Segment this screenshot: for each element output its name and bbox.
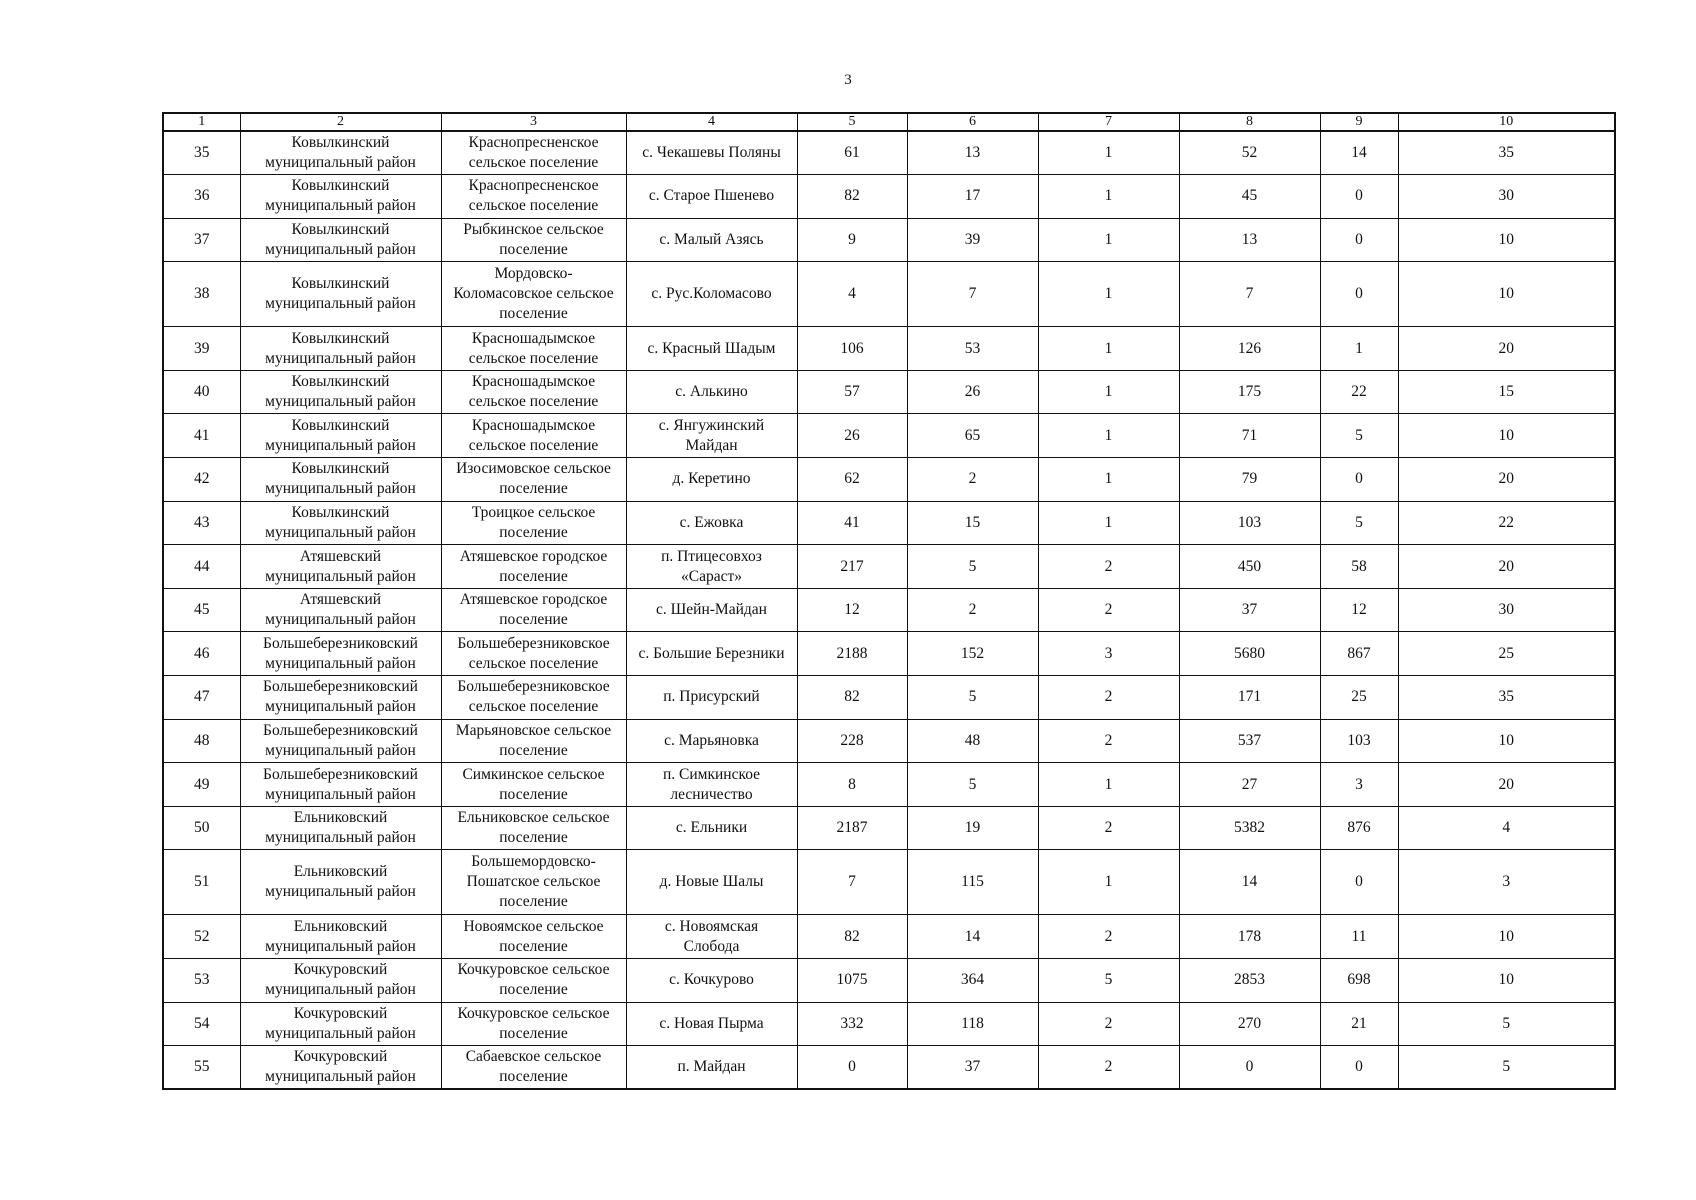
table-row — [163, 588, 1615, 632]
value-cell-col7: 2 — [1038, 915, 1179, 959]
value-cell-col8: 14 — [1179, 850, 1320, 915]
value-cell-col7: 1 — [1038, 763, 1179, 807]
value-cell-col5: 106 — [797, 327, 907, 371]
settlement-cell: Красношадымское сельское поселение — [441, 327, 626, 371]
value-cell-col5: 82 — [797, 175, 907, 219]
district-cell: Ковылкинский муниципальный район — [240, 131, 441, 175]
value-cell-col10: 25 — [1398, 632, 1615, 676]
value-cell-col10: 5 — [1398, 1002, 1615, 1046]
value-cell-col9: 3 — [1320, 763, 1398, 807]
district-cell: Большеберезниковский муниципальный район — [240, 632, 441, 676]
district-cell: Ковылкинский муниципальный район — [240, 218, 441, 262]
value-cell-col8: 103 — [1179, 501, 1320, 545]
table-row — [163, 1002, 1615, 1046]
locality-cell: с. Старое Пшенево — [626, 175, 797, 219]
locality-cell: с. Шейн-Майдан — [626, 588, 797, 632]
district-cell: Ковылкинский муниципальный район — [240, 370, 441, 414]
value-cell-col10: 35 — [1398, 131, 1615, 175]
value-cell-col5: 62 — [797, 458, 907, 502]
table-row — [163, 458, 1615, 502]
value-cell-col5: 61 — [797, 131, 907, 175]
value-cell-col7: 1 — [1038, 458, 1179, 502]
value-cell-col7: 1 — [1038, 370, 1179, 414]
value-cell-col6: 19 — [907, 806, 1038, 850]
value-cell-col5: 26 — [797, 414, 907, 458]
settlement-cell: Новоямское сельское поселение — [441, 915, 626, 959]
value-cell-col8: 2853 — [1179, 959, 1320, 1003]
value-cell-col10: 15 — [1398, 370, 1615, 414]
locality-cell: д. Новые Шалы — [626, 850, 797, 915]
row-number-cell: 51 — [163, 850, 240, 915]
column-header: 3 — [441, 113, 626, 131]
row-number-cell: 46 — [163, 632, 240, 676]
settlement-cell: Красношадымское сельское поселение — [441, 414, 626, 458]
row-number-cell: 54 — [163, 1002, 240, 1046]
district-cell: Ковылкинский муниципальный район — [240, 501, 441, 545]
table-row — [163, 175, 1615, 219]
value-cell-col6: 26 — [907, 370, 1038, 414]
value-cell-col8: 175 — [1179, 370, 1320, 414]
row-number-cell: 40 — [163, 370, 240, 414]
value-cell-col9: 11 — [1320, 915, 1398, 959]
settlement-cell: Мордовско- Коломасовское сельское поселение — [441, 262, 626, 327]
locality-cell: п. Присурский — [626, 676, 797, 720]
district-cell: Ковылкинский муниципальный район — [240, 414, 441, 458]
column-header: 4 — [626, 113, 797, 131]
settlement-cell: Симкинское сельское поселение — [441, 763, 626, 807]
settlement-cell: Марьяновское сельское поселение — [441, 719, 626, 763]
value-cell-col6: 152 — [907, 632, 1038, 676]
value-cell-col9: 0 — [1320, 458, 1398, 502]
value-cell-col5: 9 — [797, 218, 907, 262]
value-cell-col5: 4 — [797, 262, 907, 327]
table-row — [163, 414, 1615, 458]
row-number-cell: 48 — [163, 719, 240, 763]
row-number-cell: 55 — [163, 1046, 240, 1090]
value-cell-col8: 5680 — [1179, 632, 1320, 676]
value-cell-col10: 20 — [1398, 545, 1615, 589]
value-cell-col6: 65 — [907, 414, 1038, 458]
value-cell-col10: 35 — [1398, 676, 1615, 720]
value-cell-col9: 103 — [1320, 719, 1398, 763]
value-cell-col5: 82 — [797, 676, 907, 720]
value-cell-col9: 698 — [1320, 959, 1398, 1003]
value-cell-col6: 7 — [907, 262, 1038, 327]
value-cell-col7: 1 — [1038, 175, 1179, 219]
row-number-cell: 53 — [163, 959, 240, 1003]
locality-cell: с. Ельники — [626, 806, 797, 850]
column-header: 10 — [1398, 113, 1615, 131]
value-cell-col6: 2 — [907, 588, 1038, 632]
value-cell-col6: 5 — [907, 545, 1038, 589]
value-cell-col10: 10 — [1398, 719, 1615, 763]
locality-cell: с. Рус.Коломасово — [626, 262, 797, 327]
district-cell: Ельниковский муниципальный район — [240, 915, 441, 959]
value-cell-col10: 20 — [1398, 327, 1615, 371]
value-cell-col9: 0 — [1320, 262, 1398, 327]
table-row — [163, 501, 1615, 545]
table-row — [163, 262, 1615, 327]
row-number-cell: 35 — [163, 131, 240, 175]
value-cell-col8: 52 — [1179, 131, 1320, 175]
locality-cell: с. Новоямская Слобода — [626, 915, 797, 959]
value-cell-col5: 8 — [797, 763, 907, 807]
value-cell-col10: 5 — [1398, 1046, 1615, 1090]
value-cell-col10: 3 — [1398, 850, 1615, 915]
table-row — [163, 763, 1615, 807]
value-cell-col6: 364 — [907, 959, 1038, 1003]
value-cell-col8: 537 — [1179, 719, 1320, 763]
column-header: 1 — [163, 113, 240, 131]
value-cell-col7: 2 — [1038, 1046, 1179, 1090]
column-header: 7 — [1038, 113, 1179, 131]
settlement-cell: Кочкуровское сельское поселение — [441, 1002, 626, 1046]
row-number-cell: 49 — [163, 763, 240, 807]
table-row — [163, 327, 1615, 371]
table-row — [163, 850, 1615, 915]
table-row — [163, 545, 1615, 589]
value-cell-col10: 10 — [1398, 959, 1615, 1003]
value-cell-col5: 12 — [797, 588, 907, 632]
locality-cell: с. Большие Березники — [626, 632, 797, 676]
district-cell: Ковылкинский муниципальный район — [240, 262, 441, 327]
value-cell-col9: 0 — [1320, 175, 1398, 219]
row-number-cell: 43 — [163, 501, 240, 545]
row-number-cell: 36 — [163, 175, 240, 219]
settlement-cell: Большеберезниковское сельское поселение — [441, 632, 626, 676]
locality-cell: д. Керетино — [626, 458, 797, 502]
value-cell-col9: 5 — [1320, 501, 1398, 545]
row-number-cell: 45 — [163, 588, 240, 632]
table-row — [163, 959, 1615, 1003]
table-row — [163, 632, 1615, 676]
district-cell: Ковылкинский муниципальный район — [240, 458, 441, 502]
value-cell-col8: 450 — [1179, 545, 1320, 589]
value-cell-col6: 15 — [907, 501, 1038, 545]
value-cell-col10: 20 — [1398, 763, 1615, 807]
settlement-cell: Атяшевское городское поселение — [441, 588, 626, 632]
value-cell-col6: 5 — [907, 763, 1038, 807]
value-cell-col5: 2188 — [797, 632, 907, 676]
value-cell-col5: 82 — [797, 915, 907, 959]
value-cell-col8: 270 — [1179, 1002, 1320, 1046]
settlement-cell: Изосимовское сельское поселение — [441, 458, 626, 502]
locality-cell: с. Янгужинский Майдан — [626, 414, 797, 458]
column-header: 2 — [240, 113, 441, 131]
locality-cell: п. Симкинское лесничество — [626, 763, 797, 807]
value-cell-col5: 2187 — [797, 806, 907, 850]
locality-cell: п. Майдан — [626, 1046, 797, 1090]
value-cell-col9: 0 — [1320, 218, 1398, 262]
column-header: 6 — [907, 113, 1038, 131]
value-cell-col5: 228 — [797, 719, 907, 763]
settlement-cell: Кочкуровское сельское поселение — [441, 959, 626, 1003]
district-cell: Большеберезниковский муниципальный район — [240, 676, 441, 720]
settlement-cell: Сабаевское сельское поселение — [441, 1046, 626, 1090]
value-cell-col7: 2 — [1038, 719, 1179, 763]
table-row — [163, 806, 1615, 850]
value-cell-col8: 178 — [1179, 915, 1320, 959]
value-cell-col10: 10 — [1398, 915, 1615, 959]
table-row — [163, 218, 1615, 262]
value-cell-col10: 10 — [1398, 414, 1615, 458]
locality-cell: с. Красный Шадым — [626, 327, 797, 371]
column-header: 9 — [1320, 113, 1398, 131]
district-cell: Ковылкинский муниципальный район — [240, 175, 441, 219]
value-cell-col5: 332 — [797, 1002, 907, 1046]
value-cell-col9: 58 — [1320, 545, 1398, 589]
value-cell-col8: 171 — [1179, 676, 1320, 720]
value-cell-col9: 5 — [1320, 414, 1398, 458]
locality-cell: с. Ежовка — [626, 501, 797, 545]
value-cell-col7: 1 — [1038, 850, 1179, 915]
value-cell-col8: 126 — [1179, 327, 1320, 371]
table-row — [163, 676, 1615, 720]
row-number-cell: 47 — [163, 676, 240, 720]
district-cell: Ельниковский муниципальный район — [240, 806, 441, 850]
district-cell: Кочкуровский муниципальный район — [240, 1046, 441, 1090]
value-cell-col6: 37 — [907, 1046, 1038, 1090]
value-cell-col8: 5382 — [1179, 806, 1320, 850]
value-cell-col10: 30 — [1398, 588, 1615, 632]
value-cell-col7: 2 — [1038, 806, 1179, 850]
value-cell-col9: 21 — [1320, 1002, 1398, 1046]
locality-cell: п. Птицесовхоз «Сараст» — [626, 545, 797, 589]
value-cell-col6: 17 — [907, 175, 1038, 219]
table-body — [163, 131, 1615, 1089]
locality-cell: с. Чекашевы Поляны — [626, 131, 797, 175]
locality-cell: с. Кочкурово — [626, 959, 797, 1003]
value-cell-col7: 2 — [1038, 545, 1179, 589]
value-cell-col7: 5 — [1038, 959, 1179, 1003]
value-cell-col7: 1 — [1038, 501, 1179, 545]
value-cell-col8: 13 — [1179, 218, 1320, 262]
value-cell-col7: 2 — [1038, 588, 1179, 632]
value-cell-col9: 876 — [1320, 806, 1398, 850]
value-cell-col6: 14 — [907, 915, 1038, 959]
settlement-cell: Большеберезниковское сельское поселение — [441, 676, 626, 720]
row-number-cell: 37 — [163, 218, 240, 262]
district-cell: Кочкуровский муниципальный район — [240, 959, 441, 1003]
value-cell-col10: 22 — [1398, 501, 1615, 545]
value-cell-col9: 1 — [1320, 327, 1398, 371]
value-cell-col5: 1075 — [797, 959, 907, 1003]
table-row — [163, 370, 1615, 414]
value-cell-col9: 12 — [1320, 588, 1398, 632]
settlement-cell: Рыбкинское сельское поселение — [441, 218, 626, 262]
district-cell: Ковылкинский муниципальный район — [240, 327, 441, 371]
district-cell: Кочкуровский муниципальный район — [240, 1002, 441, 1046]
value-cell-col10: 30 — [1398, 175, 1615, 219]
value-cell-col10: 10 — [1398, 218, 1615, 262]
settlement-cell: Большемордовско- Пошатское сельское поселение — [441, 850, 626, 915]
value-cell-col8: 7 — [1179, 262, 1320, 327]
column-header: 5 — [797, 113, 907, 131]
settlement-cell: Красношадымское сельское поселение — [441, 370, 626, 414]
column-header: 8 — [1179, 113, 1320, 131]
value-cell-col9: 25 — [1320, 676, 1398, 720]
value-cell-col7: 1 — [1038, 414, 1179, 458]
value-cell-col6: 13 — [907, 131, 1038, 175]
value-cell-col6: 48 — [907, 719, 1038, 763]
district-cell: Большеберезниковский муниципальный район — [240, 763, 441, 807]
settlement-cell: Краснопресненское сельское поселение — [441, 131, 626, 175]
page-number: 3 — [844, 72, 852, 88]
row-number-cell: 44 — [163, 545, 240, 589]
value-cell-col10: 4 — [1398, 806, 1615, 850]
value-cell-col10: 20 — [1398, 458, 1615, 502]
value-cell-col7: 1 — [1038, 327, 1179, 371]
value-cell-col8: 45 — [1179, 175, 1320, 219]
value-cell-col9: 867 — [1320, 632, 1398, 676]
value-cell-col6: 2 — [907, 458, 1038, 502]
value-cell-col8: 27 — [1179, 763, 1320, 807]
value-cell-col5: 41 — [797, 501, 907, 545]
value-cell-col6: 39 — [907, 218, 1038, 262]
data-table — [162, 112, 1616, 1090]
value-cell-col8: 79 — [1179, 458, 1320, 502]
value-cell-col5: 217 — [797, 545, 907, 589]
value-cell-col6: 115 — [907, 850, 1038, 915]
locality-cell: с. Малый Азясь — [626, 218, 797, 262]
value-cell-col7: 2 — [1038, 676, 1179, 720]
value-cell-col7: 3 — [1038, 632, 1179, 676]
value-cell-col6: 118 — [907, 1002, 1038, 1046]
row-number-cell: 38 — [163, 262, 240, 327]
locality-cell: с. Марьяновка — [626, 719, 797, 763]
row-number-cell: 52 — [163, 915, 240, 959]
value-cell-col6: 53 — [907, 327, 1038, 371]
district-cell: Атяшевский муниципальный район — [240, 545, 441, 589]
value-cell-col8: 37 — [1179, 588, 1320, 632]
table-row — [163, 131, 1615, 175]
value-cell-col9: 14 — [1320, 131, 1398, 175]
settlement-cell: Атяшевское городское поселение — [441, 545, 626, 589]
row-number-cell: 39 — [163, 327, 240, 371]
district-cell: Атяшевский муниципальный район — [240, 588, 441, 632]
settlement-cell: Ельниковское сельское поселение — [441, 806, 626, 850]
column-number-row — [163, 113, 1615, 131]
value-cell-col9: 0 — [1320, 850, 1398, 915]
row-number-cell: 41 — [163, 414, 240, 458]
value-cell-col5: 57 — [797, 370, 907, 414]
value-cell-col5: 7 — [797, 850, 907, 915]
value-cell-col7: 1 — [1038, 131, 1179, 175]
locality-cell: с. Алькино — [626, 370, 797, 414]
table-row — [163, 719, 1615, 763]
value-cell-col8: 71 — [1179, 414, 1320, 458]
value-cell-col9: 22 — [1320, 370, 1398, 414]
value-cell-col7: 1 — [1038, 262, 1179, 327]
row-number-cell: 50 — [163, 806, 240, 850]
settlement-cell: Краснопресненское сельское поселение — [441, 175, 626, 219]
row-number-cell: 42 — [163, 458, 240, 502]
district-cell: Большеберезниковский муниципальный район — [240, 719, 441, 763]
locality-cell: с. Новая Пырма — [626, 1002, 797, 1046]
table-row — [163, 915, 1615, 959]
value-cell-col8: 0 — [1179, 1046, 1320, 1090]
district-cell: Ельниковский муниципальный район — [240, 850, 441, 915]
value-cell-col9: 0 — [1320, 1046, 1398, 1090]
value-cell-col6: 5 — [907, 676, 1038, 720]
value-cell-col7: 2 — [1038, 1002, 1179, 1046]
table-row — [163, 1046, 1615, 1090]
value-cell-col5: 0 — [797, 1046, 907, 1090]
value-cell-col7: 1 — [1038, 218, 1179, 262]
value-cell-col10: 10 — [1398, 262, 1615, 327]
settlement-cell: Троицкое сельское поселение — [441, 501, 626, 545]
